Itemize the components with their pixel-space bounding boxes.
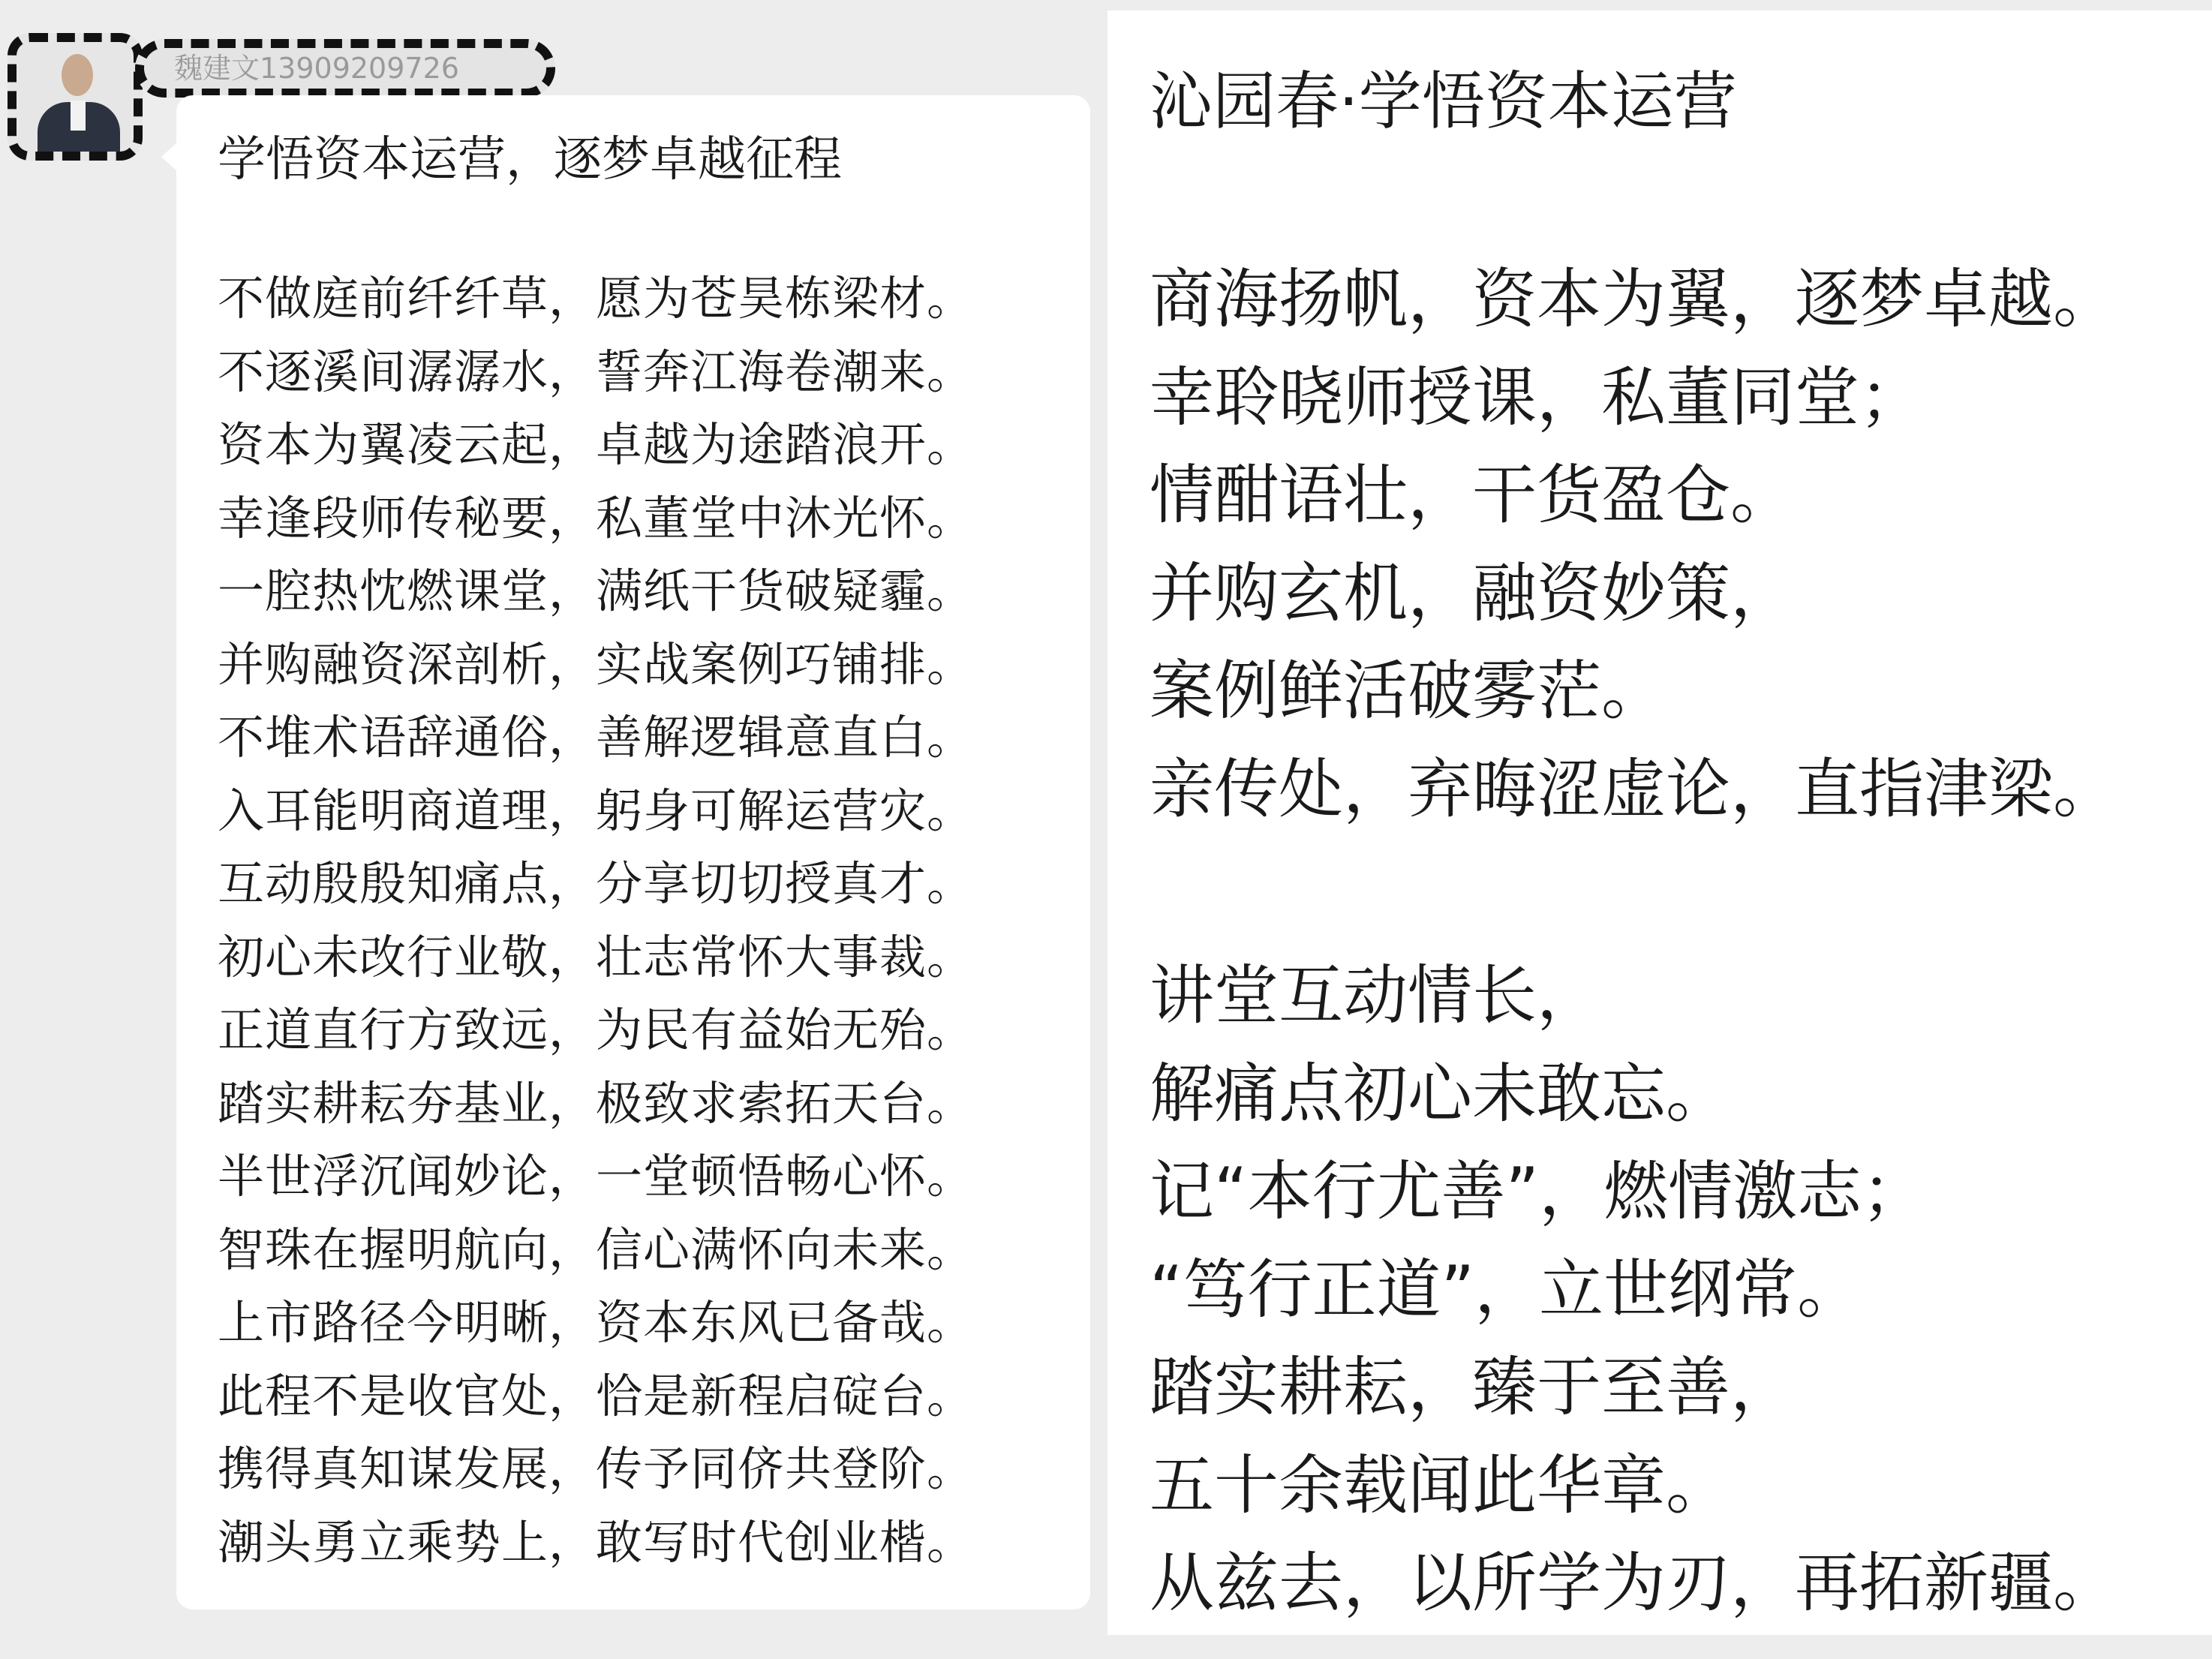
ci-line: 案例鲜活破雾茫。 (1150, 654, 1666, 729)
ci-stanza-1 (1150, 251, 2117, 838)
poem-line: 不做庭前纤纤草，愿为苍昊栋梁材。 (218, 271, 975, 326)
poem-line: 智珠在握明航向，信心满怀向未来。 (218, 1222, 975, 1277)
message-title: 学悟资本运营，逐梦卓越征程 (218, 132, 842, 188)
ci-line: 记“本行尤善”，燃情激志； (1150, 1154, 1927, 1229)
message-bubble[interactable] (176, 95, 1090, 1609)
poem-line: 潮头勇立乘势上，敢写时代创业楷。 (218, 1514, 975, 1570)
ci-line: 讲堂互动情长， (1150, 958, 1601, 1033)
poem-line: 不逐溪间潺潺水，誓奔江海卷潮来。 (218, 344, 975, 399)
ci-title: 沁园春·学悟资本运营 (1150, 65, 1737, 138)
ci-line: 并购玄机，融资妙策， (1150, 555, 1795, 631)
ci-line: 情酣语壮，干货盈仓。 (1150, 458, 1795, 533)
ci-line: 解痛点初心未敢忘。 (1150, 1056, 1730, 1132)
avatar[interactable] (8, 33, 143, 161)
ci-line: 幸聆晓师授课，私董同堂； (1150, 359, 1924, 435)
poem-line: 资本为翼凌云起，卓越为途踏浪开。 (218, 417, 975, 472)
poem-line: 互动殷殷知痛点，分享切切授真才。 (218, 856, 975, 911)
poem-line: 此程不是收官处，恰是新程启碇台。 (218, 1368, 975, 1423)
poem-line: 半世浮沉闻妙论，一堂顿悟畅心怀。 (218, 1149, 975, 1204)
ci-line: 从兹去，以所学为刃，再拓新疆。 (1150, 1546, 2117, 1621)
poem-line: 不堆术语辞通俗，善解逻辑意直白。 (218, 710, 975, 765)
chat-pane (0, 0, 1103, 1659)
ci-line: 商海扬帆，资本为翼，逐梦卓越。 (1150, 262, 2117, 337)
ci-line: “笃行正道”，立世纲常。 (1150, 1252, 1862, 1327)
avatar-collar (71, 101, 86, 131)
sender-name: 魏建文13909209726 (135, 39, 555, 98)
poem-line: 上市路径今明晰，资本东风已备哉。 (218, 1295, 975, 1350)
ci-stanza-2 (1150, 947, 2117, 1633)
ci-line: 五十余载闻此华章。 (1150, 1447, 1730, 1523)
message-poem (218, 262, 974, 1579)
poem-line: 携得真知谋发展，传予同侪共登阶。 (218, 1441, 975, 1496)
poem-line: 初心未改行业敬，壮志常怀大事裁。 (218, 929, 975, 984)
ci-poem-pane (1108, 11, 2212, 1635)
ci-line: 踏实耕耘，臻于至善， (1150, 1350, 1795, 1425)
avatar-head (62, 54, 93, 96)
poem-line: 幸逢段师传秘要，私董堂中沐光怀。 (218, 490, 975, 545)
poem-line: 踏实耕耘夯基业，极致求索拓天台。 (218, 1075, 975, 1131)
poem-line: 并购融资深剖析，实战案例巧铺排。 (218, 636, 975, 692)
poem-line: 正道直行方致远，为民有益始无殆。 (218, 1002, 975, 1057)
poem-line: 入耳能明商道理，躬身可解运营灾。 (218, 783, 975, 838)
poem-line: 一腔热忱燃课堂，满纸干货破疑霾。 (218, 564, 975, 618)
ci-line: 亲传处，弃晦涩虚论，直指津梁。 (1150, 751, 2117, 827)
